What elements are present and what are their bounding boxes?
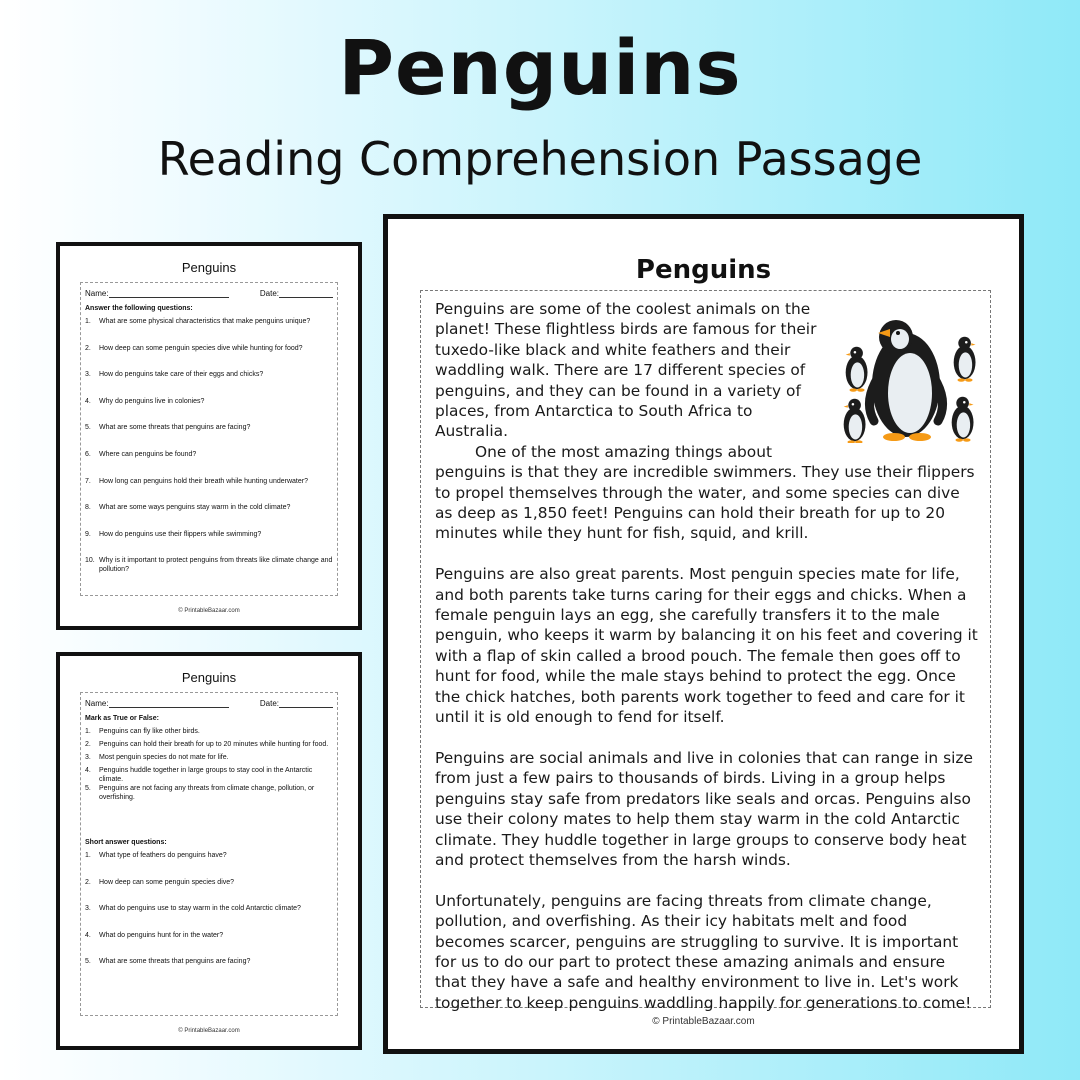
section-heading: Answer the following questions: bbox=[85, 305, 193, 312]
question-item: 4. What do penguins hunt for in the water? bbox=[85, 931, 224, 939]
question-list bbox=[85, 317, 333, 583]
page-subtitle: Reading Comprehension Passage bbox=[157, 132, 923, 186]
passage-page bbox=[383, 214, 1024, 1054]
question-item: 9. How do penguins use their flippers while swimming? bbox=[85, 530, 262, 538]
name-date-row bbox=[85, 289, 333, 298]
section-heading: Short answer questions: bbox=[85, 839, 167, 846]
worksheet-footer: © PrintableBazaar.com bbox=[178, 1028, 240, 1034]
date-field: Date: bbox=[260, 289, 333, 298]
question-item: 1. Penguins can fly like other birds. bbox=[85, 728, 200, 735]
question-item: 5. What are some threats that penguins are facing? bbox=[85, 424, 251, 432]
passage-title: Penguins bbox=[635, 255, 772, 285]
question-item: 10. Why is it important to protect penguins from threats like climate change and pollution? bbox=[85, 557, 333, 574]
name-field: Name: bbox=[85, 289, 229, 298]
date-field: Date: bbox=[260, 699, 333, 708]
short-answer-list bbox=[85, 851, 333, 984]
question-item: 3. How do penguins take care of their eggs and chicks? bbox=[85, 371, 264, 379]
worksheet-body bbox=[80, 282, 338, 596]
penguin-family-icon bbox=[834, 303, 984, 443]
name-field: Name: bbox=[85, 699, 229, 708]
question-item: 4. Why do penguins live in colonies? bbox=[85, 397, 205, 405]
question-item: 5. Penguins are not facing any threats from climate change, pollution, or overfishing. bbox=[85, 785, 315, 801]
question-item: 2. How deep can some penguin species dive? bbox=[85, 878, 235, 886]
question-item: 7. How long can penguins hold their breath while hunting underwater? bbox=[85, 477, 308, 485]
name-date-row bbox=[85, 699, 333, 708]
worksheet-title: Penguins bbox=[181, 260, 237, 275]
passage-paragraph-1: Penguins are some of the coolest animals on the planet! These flightless birds are famous for their tuxedo-like black and white feathers and their waddling walk. There are 17 different species of penguins, and they can be found in a variety of places, from Antarctica to South Africa to Australia. One of the most amazing things about penguins is that they are incredible swimmers. They use their flippers to propel themselves through the water, and some species can dive as deep as 1,850 feet! Penguins can hold their breath for up to 20 minutes while they hunt for fish, squid, and krill. bbox=[435, 300, 975, 543]
question-item: 6. Where can penguins be found? bbox=[85, 450, 197, 458]
passage-paragraph-3: Penguins are social animals and live in colonies that can range in size from just a few pairs to thousands of birds. Living in a group helps penguins stay safe from predators like seals and orcas. Penguins also use their colony mates to help them stay warm in the cold Antarctic climate. They huddle together in large groups to conserve body heat and protect themselves from the harsh winds. bbox=[435, 748, 973, 869]
passage-paragraph-2: Penguins are also great parents. Most penguin species mate for life, and both parents take turns caring for their eggs and chicks. When a female penguin lays an egg, she carefully transfers it to the male penguin, who keeps it warm by balancing it on his feet and covering it with a flap of skin called a brood pouch. The female then goes off to hunt for food, while the male stays behind to protect the egg. Once the chick hatches, both parents work together to feed and care for it until it is old enough to fend for itself. bbox=[435, 565, 978, 727]
question-item: 2. Penguins can hold their breath for up to 20 minutes while hunting for food. bbox=[85, 741, 329, 748]
passage-body bbox=[420, 290, 991, 1012]
section-heading: Mark as True or False: bbox=[85, 715, 159, 722]
worksheet-footer: © PrintableBazaar.com bbox=[178, 608, 240, 614]
worksheet-preview-questions bbox=[56, 242, 362, 630]
page-title: Penguins bbox=[338, 23, 742, 112]
worksheet-body bbox=[80, 692, 338, 1016]
question-item: 3. Most penguin species do not mate for life. bbox=[85, 754, 229, 761]
passage-paragraph-4: Unfortunately, penguins are facing threats from climate change, pollution, and overfishing. As their icy habitats melt and food becomes scarcer, penguins are struggling to survive. It is important for us to do our part to protect these amazing animals and ensure that they have a safe and healthy environment to live in. Let's work together to keep penguins waddling happily for generations to come! bbox=[435, 891, 972, 1012]
worksheet-preview-true-false bbox=[56, 652, 362, 1050]
question-item: 4. Penguins huddle together in large groups to stay cool in the Antarctic climate. bbox=[85, 767, 313, 783]
worksheet-title: Penguins bbox=[181, 670, 237, 685]
question-item: 8. What are some ways penguins stay warm in the cold climate? bbox=[85, 504, 291, 512]
question-item: 2. How deep can some penguin species dive while hunting for food? bbox=[85, 344, 303, 352]
question-item: 5. What are some threats that penguins are facing? bbox=[85, 958, 251, 966]
question-item: 1. What type of feathers do penguins have? bbox=[85, 852, 227, 859]
question-item: 3. What do penguins use to stay warm in the cold Antarctic climate? bbox=[85, 905, 301, 913]
passage-footer: © PrintableBazaar.com bbox=[652, 1016, 755, 1027]
true-false-list bbox=[85, 727, 333, 802]
question-item: 1. What are some physical characteristics that make penguins unique? bbox=[85, 318, 311, 325]
